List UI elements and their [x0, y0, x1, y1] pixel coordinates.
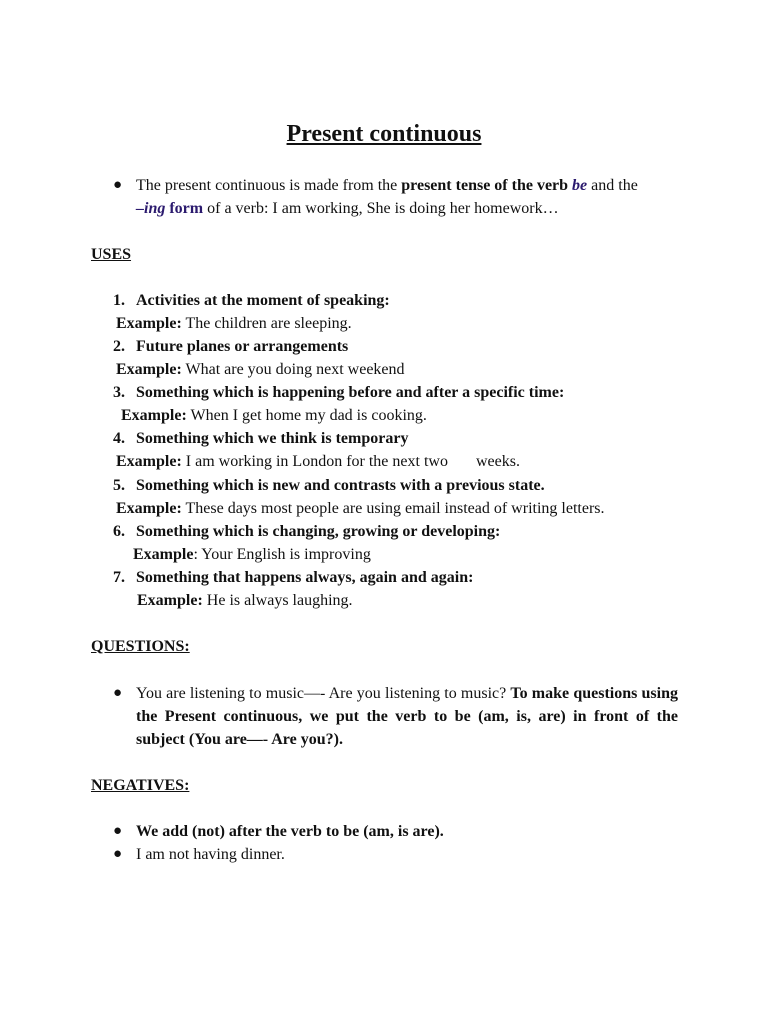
- example-label: Example: [133, 546, 194, 563]
- questions-heading: QUESTIONS:: [91, 638, 190, 655]
- uses-item-6-example: [133, 543, 371, 566]
- uses-item-4-number: 4.: [113, 430, 125, 447]
- uses-item-2-title: Future planes or arrangements: [136, 338, 349, 355]
- example-text: These days most people are using email instead of writing letters.: [181, 500, 605, 517]
- uses-item-1-example: [116, 312, 352, 335]
- negatives-heading: NEGATIVES:: [91, 777, 190, 794]
- example-label: Example:: [116, 315, 182, 332]
- questions-text-1: You are listening to music—- Are you listening to music?: [136, 685, 511, 702]
- uses-item-6-number: 6.: [113, 523, 125, 540]
- example-text: He is always laughing.: [202, 592, 353, 609]
- example-label: Example:: [137, 592, 203, 609]
- intro-ing: –ing: [136, 200, 166, 217]
- intro-be: be: [572, 177, 588, 194]
- example-text: I am working in London for the next two weeks.: [181, 453, 520, 470]
- uses-item-5-example: [116, 497, 605, 520]
- uses-item-2-example: [116, 358, 405, 381]
- questions-text-2: To make questions using the Present continuous, we put the verb to be (am, is, are) in front of the subject (You are—- Are you?).: [136, 685, 679, 748]
- intro-text-7: of a verb: I am working, She is doing her homework…: [203, 200, 559, 217]
- negatives-bullet-1: We add (not) after the verb to be (am, is are).: [136, 823, 444, 840]
- uses-item-4-example: [116, 450, 520, 473]
- uses-item-4-title: Something which we think is temporary: [136, 430, 409, 447]
- example-label: Example:: [116, 361, 182, 378]
- example-text: When I get home my dad is cooking.: [186, 407, 427, 424]
- intro-text-4: and the: [587, 177, 638, 194]
- intro-form: form: [165, 200, 204, 217]
- example-text: : Your English is improving: [193, 546, 371, 563]
- uses-item-1-number: 1.: [113, 292, 125, 309]
- intro-paragraph: [136, 174, 678, 220]
- uses-item-5-number: 5.: [113, 477, 125, 494]
- uses-item-7-example: [137, 589, 353, 612]
- bullet-icon: ●: [113, 177, 123, 193]
- uses-heading: USES: [91, 246, 132, 263]
- example-label: Example:: [116, 453, 182, 470]
- intro-text-2: present tense of the verb: [401, 177, 573, 194]
- uses-item-6-title: Something which is changing, growing or developing:: [136, 523, 501, 540]
- bullet-icon: ●: [113, 823, 123, 839]
- uses-item-1-title: Activities at the moment of speaking:: [136, 292, 390, 309]
- uses-item-3-number: 3.: [113, 384, 125, 401]
- uses-item-7-title: Something that happens always, again and again:: [136, 569, 474, 586]
- uses-item-3-title: Something which is happening before and after a specific time:: [136, 384, 565, 401]
- negatives-bullet-2: I am not having dinner.: [136, 846, 285, 863]
- bullet-icon: ●: [113, 846, 123, 862]
- uses-item-2-number: 2.: [113, 338, 125, 355]
- bullet-icon: ●: [113, 685, 123, 701]
- questions-paragraph: [136, 682, 678, 751]
- intro-text-1: The present continuous is made from the: [136, 177, 402, 194]
- example-text: The children are sleeping.: [181, 315, 352, 332]
- page-title: Present continuous: [286, 121, 482, 147]
- example-label: Example:: [121, 407, 187, 424]
- uses-item-7-number: 7.: [113, 569, 125, 586]
- example-label: Example:: [116, 500, 182, 517]
- uses-item-5-title: Something which is new and contrasts with a previous state.: [136, 477, 545, 494]
- example-text: What are you doing next weekend: [181, 361, 405, 378]
- uses-item-3-example: [121, 404, 427, 427]
